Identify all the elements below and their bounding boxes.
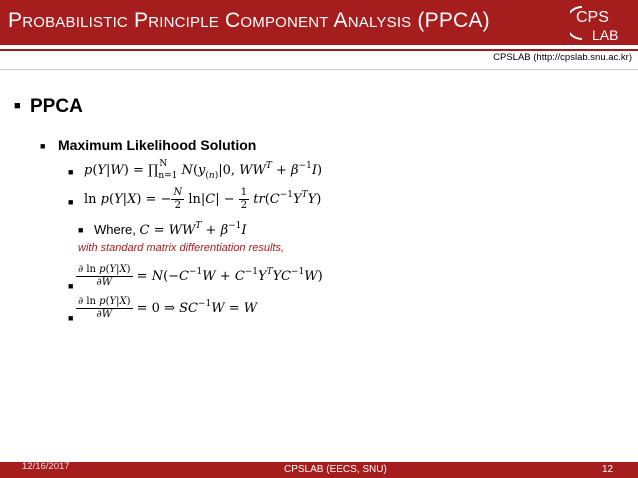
where-line (94, 221, 247, 238)
page-number: 12 (602, 464, 614, 475)
logo-text-cps: CPS (576, 9, 609, 26)
bullet-icon: ■ (40, 141, 46, 151)
title-bar (0, 0, 638, 45)
logo-text-lab: LAB (592, 27, 619, 43)
equation-derivative: $\frac{\text{∂ ln p(Y|X)}}{\partial W}$ = $N(-C^{-1}W + C^{-1}Y^TYC^{-1}W)$ (78, 264, 323, 288)
title-divider (0, 49, 638, 51)
equation-c-definition: $C = WW^T + \beta^{-1}I$ (139, 221, 247, 238)
cpslab-logo (570, 3, 634, 43)
bullet-icon: ■ (68, 167, 74, 177)
bullet-icon: ■ (78, 225, 84, 235)
equation-stationary: $\frac{\text{∂ ln p(Y|X)}}{\partial W}$ = 0 ⇒ $SC^{-1}W = W$ (78, 296, 258, 320)
derivation-note: with standard matrix differentiation results, (78, 242, 285, 254)
footer-date: 12/16/2017 (22, 461, 70, 472)
lab-url: CPSLAB (http://cpslab.snu.ac.kr) (493, 52, 632, 63)
subheading-mls: Maximum Likelihood Solution (58, 137, 257, 153)
where-label: Where, (94, 222, 136, 237)
footer-center: CPSLAB (EECS, SNU) (284, 464, 387, 475)
bullet-icon: ■ (14, 100, 21, 112)
bullet-icon: ■ (68, 197, 74, 207)
bullet-icon: ■ (68, 281, 74, 291)
equation-log-likelihood: ln p(Y|X) = − $\frac{N}{2}$ ln|C| − $\frac{1}{2}$ $tr(C^{-1}Y^TY)$ (84, 187, 322, 211)
equation-likelihood: p(Y|W) = ∏ $_{N n=1}$ $N(y_{(n)}|0$, $WW^T + \beta^{-1}I$) (84, 159, 323, 181)
slide-title: Probabilistic Principle Component Analysis (PPCA) (8, 9, 490, 32)
subtitle-divider (0, 69, 638, 70)
heading-ppca: PPCA (30, 96, 83, 117)
bullet-icon: ■ (68, 313, 74, 323)
